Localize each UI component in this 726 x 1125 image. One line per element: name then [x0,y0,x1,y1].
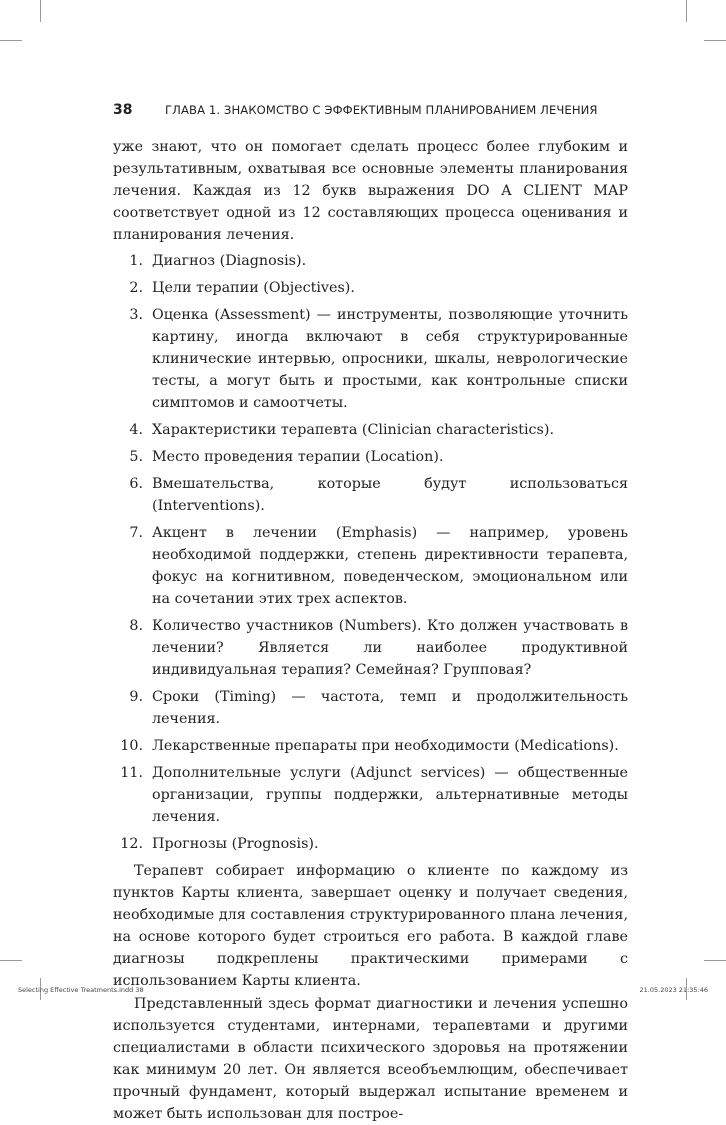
crop-mark-bottom-right-h [704,960,726,961]
list-item-text: Место проведения терапии (Location). [152,449,444,465]
crop-mark-top-left [40,0,41,22]
list-item-number: 6. [129,476,143,492]
list-item-number: 9. [129,689,143,705]
list-item-number: 1. [129,253,143,269]
list-item-text: Вмешательства, которые будут использоваться (Interventions). [152,476,628,514]
body-paragraph: Терапевт собирает информацию о клиенте по каждому из пунктов Карты клиента, завершает оценку и получает сведения, необходимые для составления структурированного плана лечения, на основе которого будет строиться его работа. В каждой главе диагнозы подкреплены практическими примерами с использованием Карты клиента. [113,863,628,989]
list-item-text: Прогнозы (Prognosis). [152,836,319,852]
list-item-text: Цели терапии (Objectives). [152,280,355,296]
crop-mark-top-right-h [704,40,726,41]
list-item-number: 3. [129,307,143,323]
list-item-number: 7. [129,525,143,541]
list-item-text: Лекарственные препараты при необходимости (Medications). [152,738,619,754]
list-item-number: 2. [129,280,143,296]
page-number: 38 [113,102,133,118]
list-item [113,615,628,681]
list-item-text: Характеристики терапевта (Clinician characteristics). [152,422,555,438]
list-item-number: 5. [129,449,143,465]
slug-timestamp: 21.05.2023 21:35:46 [639,986,708,994]
list-item-text: Количество участников (Numbers). Кто должен участвовать в лечении? Является ли наиболее продуктивной индивидуальная терапия? Семейная? Групповая? [152,618,628,678]
list-item [113,250,628,272]
list-item [113,446,628,468]
page-body [113,136,628,1125]
list-item-number: 10. [120,738,143,754]
list-item-text: Сроки (Timing) — частота, темп и продолжительность лечения. [152,689,628,727]
list-item [113,522,628,610]
list-item-text: Акцент в лечении (Emphasis) — например, уровень необходимой поддержки, степень директивности терапевта, фокус на когнитивном, поведенческом, эмоциональном или на сочетании этих трех аспектов. [152,525,628,607]
page-header [113,102,633,118]
list-item [113,735,628,757]
list-item [113,762,628,828]
crop-mark-bottom-left-h [0,960,22,961]
list-item-text: Диагноз (Diagnosis). [152,253,307,269]
intro-paragraph: уже знают, что он помогает сделать процесс более глубоким и результативным, охватывая все основные элементы планирования лечения. Каждая из 12 букв выражения DO A CLIENT MAP соответствует одной из 12 составляющих процесса оценивания и планирования лечения. [113,139,628,243]
list-item-text: Оценка (Assessment) — инструменты, позволяющие уточнить картину, иногда включают в себя структурированные клинические интервью, опросники, шкалы, неврологические тесты, а могут быть и простыми, как контрольные списки симптомов и самоотчеты. [152,307,628,411]
crop-mark-top-right [686,0,687,22]
print-slug [18,986,708,994]
list-item-number: 11. [120,765,143,781]
list-item [113,686,628,730]
list-item [113,304,628,414]
list-item [113,419,628,441]
list-item [113,277,628,299]
list-item [113,833,628,855]
list-item-text: Дополнительные услуги (Adjunct services) — общественные организации, группы поддержки, альтернативные методы лечения. [152,765,628,825]
list-item [113,473,628,517]
list-item-number: 12. [120,836,143,852]
crop-mark-top-left-h [0,40,22,41]
body-paragraph: Представленный здесь формат диагностики и лечения успешно используется студентами, интернами, терапевтами и другими специалистами в области психического здоровья на протяжении как минимум 20 лет. Он является всеобъемлющим, обеспечивает прочный фундамент, который выдержал испытание временем и может быть использован для построе- [113,996,628,1122]
list-item-number: 8. [129,618,143,634]
running-head: ГЛАВА 1. ЗНАКОМСТВО С ЭФФЕКТИВНЫМ ПЛАНИРОВАНИЕМ ЛЕЧЕНИЯ [165,103,598,117]
client-map-list [113,250,628,855]
list-item-number: 4. [129,422,143,438]
slug-file-info: Selecting Effective Treatments.indd 38 [18,986,144,994]
